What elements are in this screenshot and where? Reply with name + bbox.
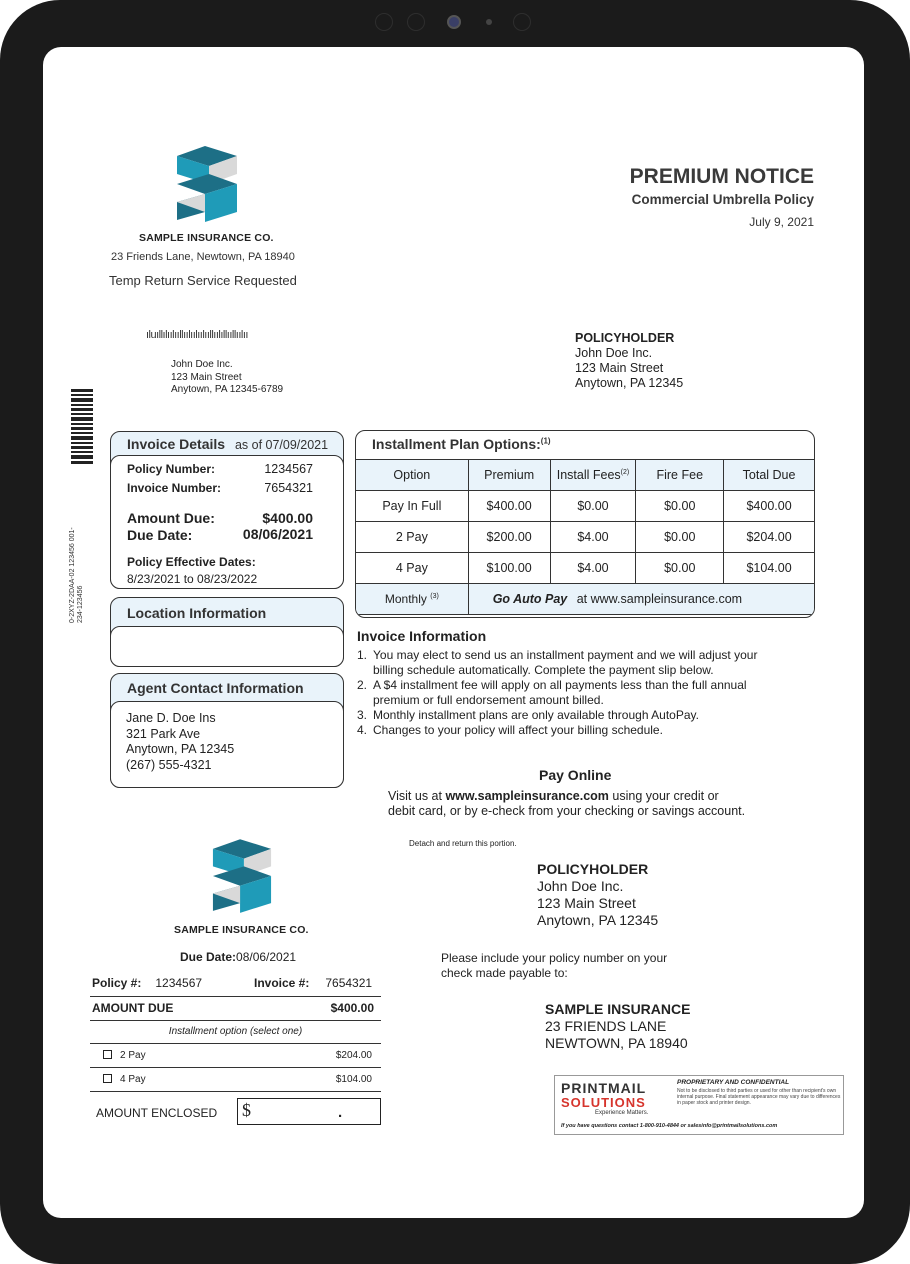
header-fire-fee: Fire Fee xyxy=(636,460,724,491)
table-header-row xyxy=(356,460,815,491)
autopay-label: Go Auto Pay xyxy=(492,592,568,606)
row-option: 2 Pay xyxy=(356,522,469,553)
row-premium: $200.00 xyxy=(468,522,550,553)
remit-policyholder xyxy=(537,861,658,929)
row-option: 4 Pay xyxy=(356,553,469,584)
remit-city: Anytown, PA 12345 xyxy=(537,912,659,928)
header-install-fees: Install Fees$^{(2)}$ xyxy=(550,460,636,491)
agent-name: Jane D. Doe Ins xyxy=(126,711,216,725)
due-date-value: 08/06/2021 xyxy=(242,526,313,542)
camera-icon xyxy=(447,15,461,29)
row-option-monthly: Monthly $^{(3)}$ xyxy=(356,584,469,615)
location-label: Location Information xyxy=(127,605,267,621)
autopay-cell xyxy=(468,584,814,615)
row-total-due: $104.00 xyxy=(724,553,815,584)
autopay-link[interactable]: at www.sampleinsurance.com xyxy=(576,592,743,606)
sensor-icon xyxy=(513,13,531,31)
header-option: Option xyxy=(356,460,469,491)
row-premium: $100.00 xyxy=(468,553,550,584)
list-item: 3. Monthly installment plans are only available through AutoPay. xyxy=(357,708,699,722)
remit-policyholder-label: POLICYHOLDER xyxy=(537,861,649,877)
agent-label: Agent Contact Information xyxy=(127,680,304,696)
installment-plan-box xyxy=(355,430,815,618)
slip-option-2pay-amount: $204.00 xyxy=(335,1050,372,1061)
page-subtitle: Commercial Umbrella Policy xyxy=(631,192,814,207)
invoice-info-label: Invoice Information xyxy=(357,628,487,644)
list-item: 4. Changes to your policy will affect your billing schedule. xyxy=(357,723,663,737)
amount-enclosed-input[interactable] xyxy=(237,1098,381,1125)
payee-address xyxy=(545,1001,690,1052)
invoice-as-of: as of 07/09/2021 xyxy=(234,438,329,452)
remit-note: Please include your policy number on your check made payable to: xyxy=(441,951,668,980)
prop-title: PROPRIETARY AND CONFIDENTIAL xyxy=(677,1079,790,1086)
printmail-solutions: SOLUTIONS xyxy=(561,1095,646,1110)
cents-dot: . xyxy=(338,1104,343,1121)
policy-number-label: Policy Number: xyxy=(127,462,216,476)
installment-footnote: (1) xyxy=(540,436,551,446)
due-date-label: Due Date: xyxy=(127,527,193,543)
installment-label: Installment Plan Options: xyxy=(372,436,541,452)
slip-due-date: Due Date:08/06/2021 xyxy=(180,950,297,964)
policyholder-city: Anytown, PA 12345 xyxy=(575,376,684,390)
invoice-details-label: Invoice Details xyxy=(127,436,226,452)
printmail-contact: If you have questions contact 1-800-910-4844 or salesinfo@printmailsolutions.com xyxy=(561,1123,778,1129)
invoice-number-label: Invoice Number: xyxy=(127,481,222,495)
invoice-details-body xyxy=(110,455,344,589)
payee-city: NEWTOWN, PA 18940 xyxy=(545,1035,688,1051)
mailing-street: 123 Main Street xyxy=(171,371,242,383)
amount-enclosed-label: AMOUNT ENCLOSED xyxy=(96,1106,218,1120)
slip-option-label: Installment option (select one) xyxy=(168,1026,303,1037)
printmail-tagline: Experience Matters. xyxy=(595,1110,649,1116)
slip-policy: Policy #: 1234567 xyxy=(92,976,203,990)
row-total-due: $204.00 xyxy=(724,522,815,553)
slip-option-2pay[interactable]: 2 Pay xyxy=(103,1050,146,1061)
location-body xyxy=(110,626,344,667)
pay-online-label: Pay Online xyxy=(539,767,612,783)
mailing-name: John Doe Inc. xyxy=(171,359,233,370)
list-item: 2. A $4 installment fee will apply on all payments less than the full annual premium or full endorsement amount billed. xyxy=(357,678,747,707)
row-install-fee: $4.00 xyxy=(550,553,636,584)
sensor-icon xyxy=(375,13,393,31)
dollar-sign: $ xyxy=(242,1100,251,1120)
row-install-fee: $4.00 xyxy=(550,522,636,553)
table-row xyxy=(356,491,815,522)
detach-note: Detach and return this portion. xyxy=(409,839,517,848)
payee-name: SAMPLE INSURANCE xyxy=(545,1001,691,1017)
policyholder-block xyxy=(575,331,683,391)
payee-street: 23 FRIENDS LANE xyxy=(545,1018,667,1034)
row-option: Pay In Full xyxy=(356,491,469,522)
return-service-text: Temp Return Service Requested xyxy=(109,273,297,288)
company-name: SAMPLE INSURANCE CO. xyxy=(139,232,274,244)
side-control-code: 0-2XYZ-2DAA-02 123456 001-234-123456 xyxy=(69,527,84,623)
slip-option-4pay-amount: $104.00 xyxy=(335,1074,372,1085)
printmail-brand: PRINTMAIL xyxy=(561,1080,647,1096)
side-barcode-icon xyxy=(71,389,93,464)
sensor-dot-icon xyxy=(486,19,492,25)
page-title: PREMIUM NOTICE xyxy=(629,165,814,188)
row-fire-fee: $0.00 xyxy=(636,522,724,553)
policy-number-value: 1234567 xyxy=(264,462,313,476)
slip-invoice: Invoice #: 7654321 xyxy=(254,976,373,990)
checkbox-4pay[interactable] xyxy=(103,1074,112,1083)
checkbox-2pay[interactable] xyxy=(103,1050,112,1059)
mailing-city: Anytown, PA 12345-6789 xyxy=(171,384,284,395)
agent-box xyxy=(110,673,344,788)
row-total-due: $400.00 xyxy=(724,491,815,522)
list-item: 1. You may elect to send us an installment payment and we will adjust your billing schedule automatically. Complete the payment slip below. xyxy=(357,648,758,677)
header-total-due: Total Due xyxy=(724,460,815,491)
policyholder-name: John Doe Inc. xyxy=(575,346,653,360)
row-fire-fee: $0.00 xyxy=(636,553,724,584)
policyholder-label: POLICYHOLDER xyxy=(575,331,675,345)
invoice-number-value: 7654321 xyxy=(264,481,313,495)
header-premium: Premium xyxy=(468,460,550,491)
amount-due-label: Amount Due: xyxy=(127,510,215,526)
row-fire-fee: $0.00 xyxy=(636,491,724,522)
company-logo-icon xyxy=(175,146,239,222)
prop-text: Not to be disclosed to third parties or used for other than recipient's own internal purpose. Final statement appearance may vary due to differences in paper stock and printer design. xyxy=(677,1088,841,1106)
mailing-address xyxy=(171,359,283,397)
effective-dates-value: 8/23/2021 to 08/23/2022 xyxy=(127,572,258,586)
invoice-info-list xyxy=(357,648,787,738)
effective-dates-label: Policy Effective Dates: xyxy=(127,555,256,569)
location-box xyxy=(110,597,344,667)
slip-option-4pay[interactable]: 4 Pay xyxy=(103,1074,146,1085)
sensor-icon xyxy=(407,13,425,31)
company-address: 23 Friends Lane, Newtown, PA 18940 xyxy=(111,251,295,263)
table-row xyxy=(356,553,815,584)
postal-barcode: ıluıllılıılııllıılıılıılııllıılıllııllıılıı xyxy=(146,329,248,341)
agent-phone: (267) 555-4321 xyxy=(126,757,212,772)
invoice-details-box xyxy=(110,431,344,589)
remit-street: 123 Main Street xyxy=(537,895,636,911)
remit-name: John Doe Inc. xyxy=(537,878,624,894)
agent-street: 321 Park Ave xyxy=(126,726,201,741)
document-page xyxy=(43,47,864,1218)
slip-logo-icon xyxy=(211,839,273,913)
slip-company-name: SAMPLE INSURANCE CO. xyxy=(174,924,309,936)
slip-amount-due-label: AMOUNT DUE xyxy=(92,1001,174,1015)
row-premium: $400.00 xyxy=(468,491,550,522)
agent-body xyxy=(110,701,344,788)
printmail-footer xyxy=(554,1075,844,1135)
row-install-fee: $0.00 xyxy=(550,491,636,522)
agent-city: Anytown, PA 12345 xyxy=(126,742,235,756)
pay-online-url[interactable]: www.sampleinsurance.com xyxy=(445,789,609,803)
amount-due-value: $400.00 xyxy=(262,510,313,526)
pay-online-text: Visit us at www.sampleinsurance.com using your credit or debit card, or by e-check from your checking or savings account. xyxy=(388,789,746,818)
installment-table xyxy=(355,459,815,615)
slip-amount-due: $400.00 xyxy=(330,1001,374,1015)
table-row xyxy=(356,522,815,553)
table-row-monthly xyxy=(356,584,815,615)
notice-date: July 9, 2021 xyxy=(749,215,814,229)
policyholder-street: 123 Main Street xyxy=(575,361,664,375)
